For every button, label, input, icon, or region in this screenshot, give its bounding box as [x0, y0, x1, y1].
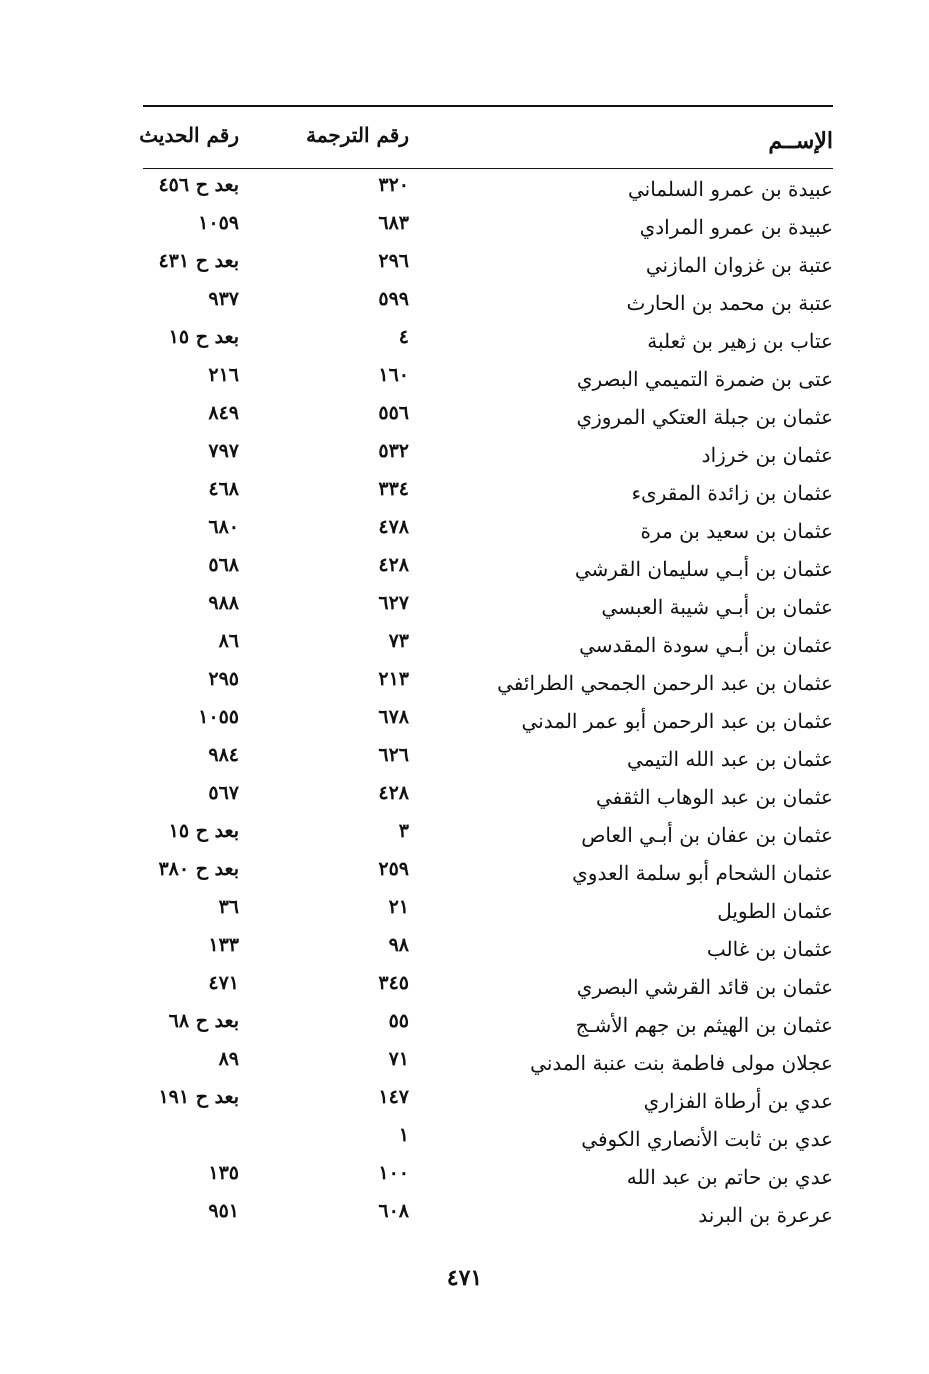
row-name: عثمان بن سعيد بن مرة [640, 519, 833, 543]
row-name: عثمان بن قائد القرشي البصري [576, 975, 833, 999]
row-name: عجلان مولى فاطمة بنت عنبة المدني [530, 1051, 833, 1075]
row-name: عبيدة بن عمرو المرادي [639, 215, 833, 239]
row-tarjama: ٣ [398, 820, 409, 842]
row-name: عثمان بن عبد الرحمن أبو عمر المدني [521, 709, 833, 733]
table-row [0, 474, 929, 512]
row-tarjama: ٩٨ [388, 934, 409, 956]
row-hadith: بعد ح ٣٨٠ [158, 858, 239, 880]
row-hadith: ٩٨٨ [208, 592, 239, 614]
row-hadith: ١٠٥٩ [198, 212, 239, 234]
table-row [0, 170, 929, 208]
row-name: عثمان بن خرزاد [701, 443, 833, 467]
row-hadith: ٥٦٧ [208, 782, 239, 804]
row-name: عثمان الطويل [717, 899, 833, 923]
row-tarjama: ٦٢٧ [378, 592, 409, 614]
header-tarjama: رقم الترجمة [306, 123, 409, 147]
table-row [0, 854, 929, 892]
row-hadith: ٨٦ [218, 630, 239, 652]
row-name: عدي بن أرطاة الفزاري [643, 1089, 833, 1113]
row-tarjama: ٢١ [388, 896, 409, 918]
row-hadith: بعد ح ٦٨ [168, 1010, 239, 1032]
row-tarjama: ٤٢٨ [378, 554, 409, 576]
table-row [0, 1082, 929, 1120]
row-name: عثمان بن غالب [706, 937, 833, 961]
row-tarjama: ٤٧٨ [378, 516, 409, 538]
table-body [0, 170, 929, 1234]
table-row [0, 550, 929, 588]
row-tarjama: ٥٥ [388, 1010, 409, 1032]
row-tarjama: ٢٩٦ [378, 250, 409, 272]
row-tarjama: ٣٣٤ [378, 478, 409, 500]
table-row [0, 968, 929, 1006]
row-name: عثمان بن جبلة العتكي المروزي [576, 405, 833, 429]
table-row [0, 360, 929, 398]
header-hadith: رقم الحديث [139, 123, 239, 147]
row-name: عبيدة بن عمرو السلماني [627, 177, 833, 201]
row-tarjama: ١٤٧ [378, 1086, 409, 1108]
table-row [0, 398, 929, 436]
row-hadith: بعد ح ٤٣١ [158, 250, 239, 272]
row-hadith: ٨٤٩ [208, 402, 239, 424]
table-row [0, 1044, 929, 1082]
table-row [0, 1196, 929, 1234]
row-tarjama: ٦٧٨ [378, 706, 409, 728]
row-name: عثمان بن أبـي سليمان القرشي [574, 557, 833, 581]
row-name: عثمان بن أبـي سودة المقدسي [579, 633, 833, 657]
table-row [0, 740, 929, 778]
row-hadith: بعد ح ١٥ [168, 820, 239, 842]
table-row [0, 512, 929, 550]
row-hadith: ٣٦ [218, 896, 239, 918]
row-tarjama: ٤ [398, 326, 409, 348]
row-tarjama: ١ [398, 1124, 409, 1146]
table-row [0, 284, 929, 322]
row-tarjama: ٦٨٣ [378, 212, 409, 234]
row-tarjama: ٧١ [388, 1048, 409, 1070]
row-tarjama: ٥٩٩ [378, 288, 409, 310]
row-hadith: ٧٩٧ [208, 440, 239, 462]
table-row [0, 1120, 929, 1158]
row-name: عثمان بن عبد الرحمن الجمحي الطرائفي [497, 671, 833, 695]
row-name: عثمان الشحام أبو سلمة العدوي [572, 861, 833, 885]
row-tarjama: ٣٤٥ [378, 972, 409, 994]
row-hadith: بعد ح ٤٥٦ [158, 174, 239, 196]
top-rule [143, 105, 833, 107]
table-row [0, 930, 929, 968]
row-hadith: ١٣٣ [208, 934, 239, 956]
table-row [0, 208, 929, 246]
row-name: عتى بن ضمرة التميمي البصري [576, 367, 833, 391]
row-name: عثمان بن زائدة المقرىء [631, 481, 833, 505]
row-name: عتبة بن غزوان المازني [645, 253, 833, 277]
row-name: عرعرة بن البرند [698, 1203, 833, 1227]
table-row [0, 892, 929, 930]
row-tarjama: ٣٢٠ [378, 174, 409, 196]
row-tarjama: ٢١٣ [378, 668, 409, 690]
row-tarjama: ١٠٠ [378, 1162, 409, 1184]
row-tarjama: ٥٣٢ [378, 440, 409, 462]
table-header [0, 118, 929, 158]
row-tarjama: ٤٢٨ [378, 782, 409, 804]
row-hadith: بعد ح ١٩١ [158, 1086, 239, 1108]
row-name: عثمان بن عفان بن أبـي العاص [581, 823, 833, 847]
row-hadith: ٤٧١ [208, 972, 239, 994]
row-hadith: بعد ح ١٥ [168, 326, 239, 348]
row-hadith: ٥٦٨ [208, 554, 239, 576]
table-row [0, 1158, 929, 1196]
row-hadith: ٩٨٤ [208, 744, 239, 766]
table-row [0, 246, 929, 284]
row-hadith: ١٠٥٥ [198, 706, 239, 728]
row-name: عثمان بن عبد الله التيمي [627, 747, 833, 771]
table-row [0, 778, 929, 816]
row-tarjama: ٢٥٩ [378, 858, 409, 880]
row-hadith: ١٣٥ [208, 1162, 239, 1184]
row-hadith: ٢٩٥ [208, 668, 239, 690]
row-tarjama: ٦٢٦ [378, 744, 409, 766]
row-hadith: ٨٩ [218, 1048, 239, 1070]
table-row [0, 322, 929, 360]
table-row [0, 702, 929, 740]
row-tarjama: ٧٣ [388, 630, 409, 652]
table-row [0, 626, 929, 664]
table-row [0, 816, 929, 854]
row-name: عثمان بن عبد الوهاب الثقفي [595, 785, 833, 809]
row-name: عتبة بن محمد بن الحارث [626, 291, 833, 315]
row-hadith: ٤٦٨ [208, 478, 239, 500]
row-tarjama: ٥٥٦ [378, 402, 409, 424]
row-name: عدي بن ثابت الأنصاري الكوفي [581, 1127, 833, 1151]
table-row [0, 436, 929, 474]
row-name: عثمان بن أبـي شيبة العبسي [601, 595, 833, 619]
row-name: عدي بن حاتم بن عبد الله [626, 1165, 833, 1189]
table-row [0, 588, 929, 626]
row-hadith: ٢١٦ [208, 364, 239, 386]
row-hadith: ٩٥١ [208, 1200, 239, 1222]
row-tarjama: ١٦٠ [378, 364, 409, 386]
table-row [0, 1006, 929, 1044]
page-number: ٤٧١ [446, 1265, 483, 1291]
table-row [0, 664, 929, 702]
header-rule [143, 168, 833, 169]
row-tarjama: ٦٠٨ [378, 1200, 409, 1222]
row-hadith: ٩٣٧ [208, 288, 239, 310]
row-name: عتاب بن زهير بن ثعلبة [647, 329, 833, 353]
header-name: الإســم [768, 128, 833, 154]
row-hadith: ٦٨٠ [208, 516, 239, 538]
row-name: عثمان بن الهيثم بن جهم الأشـج [575, 1013, 833, 1037]
